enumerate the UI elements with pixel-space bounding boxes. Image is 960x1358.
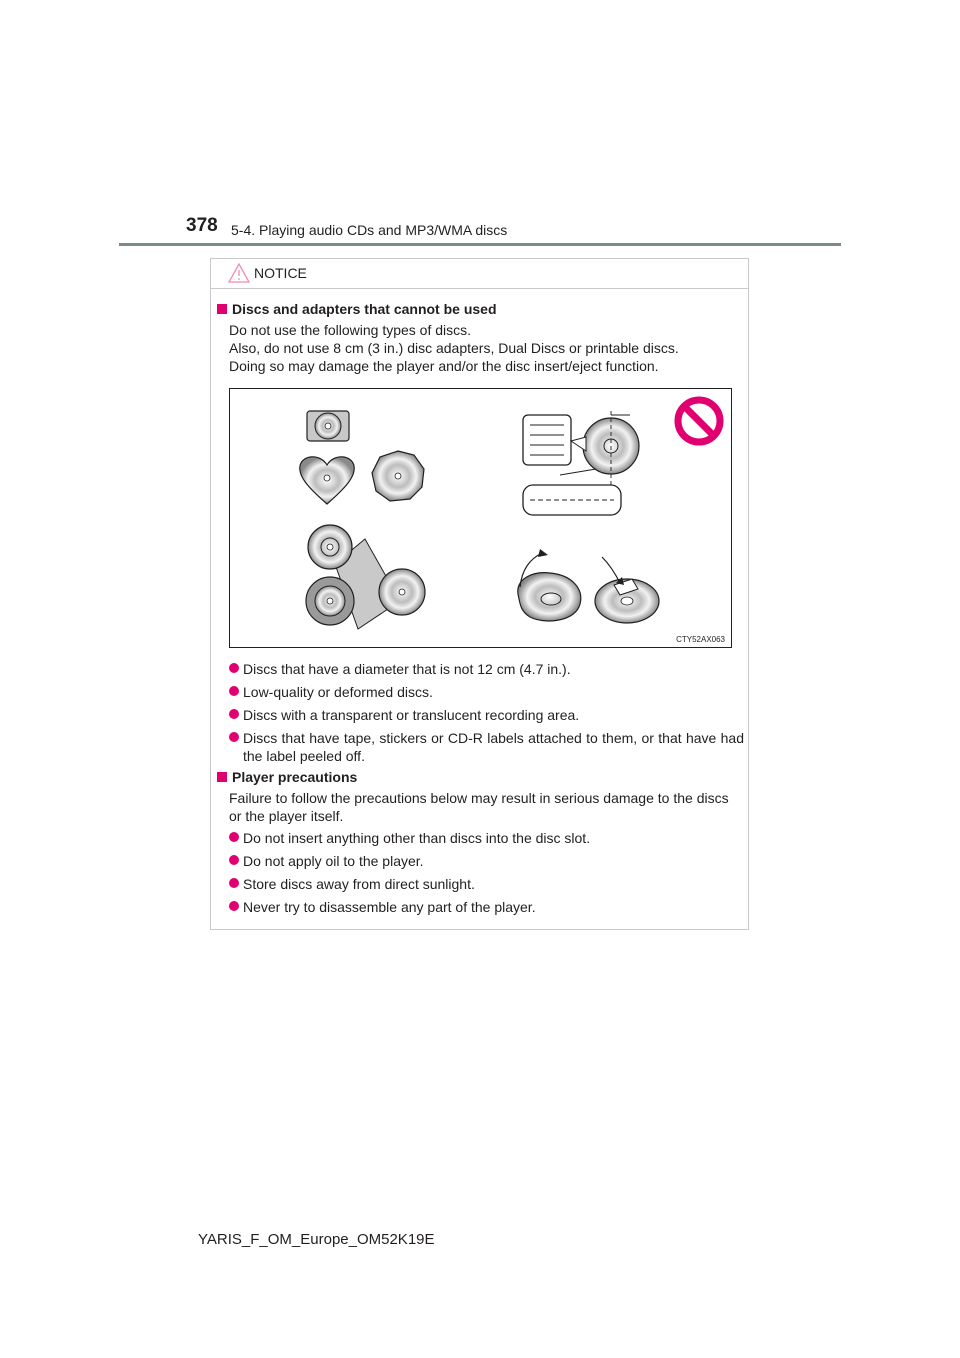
unusable-discs-illustration (229, 388, 732, 648)
notice-label: NOTICE (254, 265, 307, 281)
square-bullet-icon (217, 304, 227, 314)
list-item: Never try to disassemble any part of the player. (229, 898, 744, 916)
disc-adapter-icon (306, 525, 425, 629)
list-item: Store discs away from direct sunlight. (229, 875, 744, 893)
section-heading-discs: Discs and adapters that cannot be used (217, 301, 497, 317)
prohibition-sign-icon (678, 400, 720, 442)
document-id: YARIS_F_OM_Europe_OM52K19E (198, 1231, 435, 1248)
polygon-shaped-disc-icon (372, 451, 424, 501)
bullet-dot-icon (229, 878, 239, 888)
list-item: Low-quality or deformed discs. (229, 683, 744, 701)
warning-triangle-icon (228, 263, 250, 288)
bullet-dot-icon (229, 709, 239, 719)
section-heading-player: Player precautions (217, 769, 357, 785)
notice-box (210, 258, 749, 930)
paragraph-line: Also, do not use 8 cm (3 in.) disc adapters, Dual Discs or printable discs. (229, 340, 679, 356)
heart-shaped-disc-icon (300, 457, 354, 504)
notice-header (211, 259, 748, 289)
printable-disc-icon (523, 411, 639, 515)
list-item: Do not insert anything other than discs into the disc slot. (229, 829, 744, 847)
bullet-dot-icon (229, 901, 239, 911)
header-rule (119, 243, 841, 246)
bullet-dot-icon (229, 732, 239, 742)
figure-code: CTY52AX063 (676, 635, 725, 644)
bullet-dot-icon (229, 686, 239, 696)
square-bullet-icon (217, 772, 227, 782)
bullet-dot-icon (229, 855, 239, 865)
bullet-dot-icon (229, 832, 239, 842)
paragraph-line: Do not use the following types of discs. (229, 322, 472, 338)
paragraph-line: Doing so may damage the player and/or the disc insert/eject function. (229, 358, 659, 374)
list-item: Discs that have tape, stickers or CD-R labels attached to them, or that have had the label peeled off. (229, 729, 744, 765)
bullet-dot-icon (229, 663, 239, 673)
section-title: 5-4. Playing audio CDs and MP3/WMA discs (231, 222, 508, 238)
paragraph: Failure to follow the precautions below may result in serious damage to the discs or the player itself. (229, 790, 729, 824)
list-item: Discs with a transparent or translucent recording area. (229, 706, 744, 724)
disc-with-sticker-icon (595, 557, 659, 623)
list-item: Do not apply oil to the player. (229, 852, 744, 870)
page-number: 378 (186, 215, 218, 236)
list-item: Discs that have a diameter that is not 12 cm (4.7 in.). (229, 660, 744, 678)
deformed-disc-icon (518, 549, 581, 621)
square-disc-icon (307, 411, 349, 441)
